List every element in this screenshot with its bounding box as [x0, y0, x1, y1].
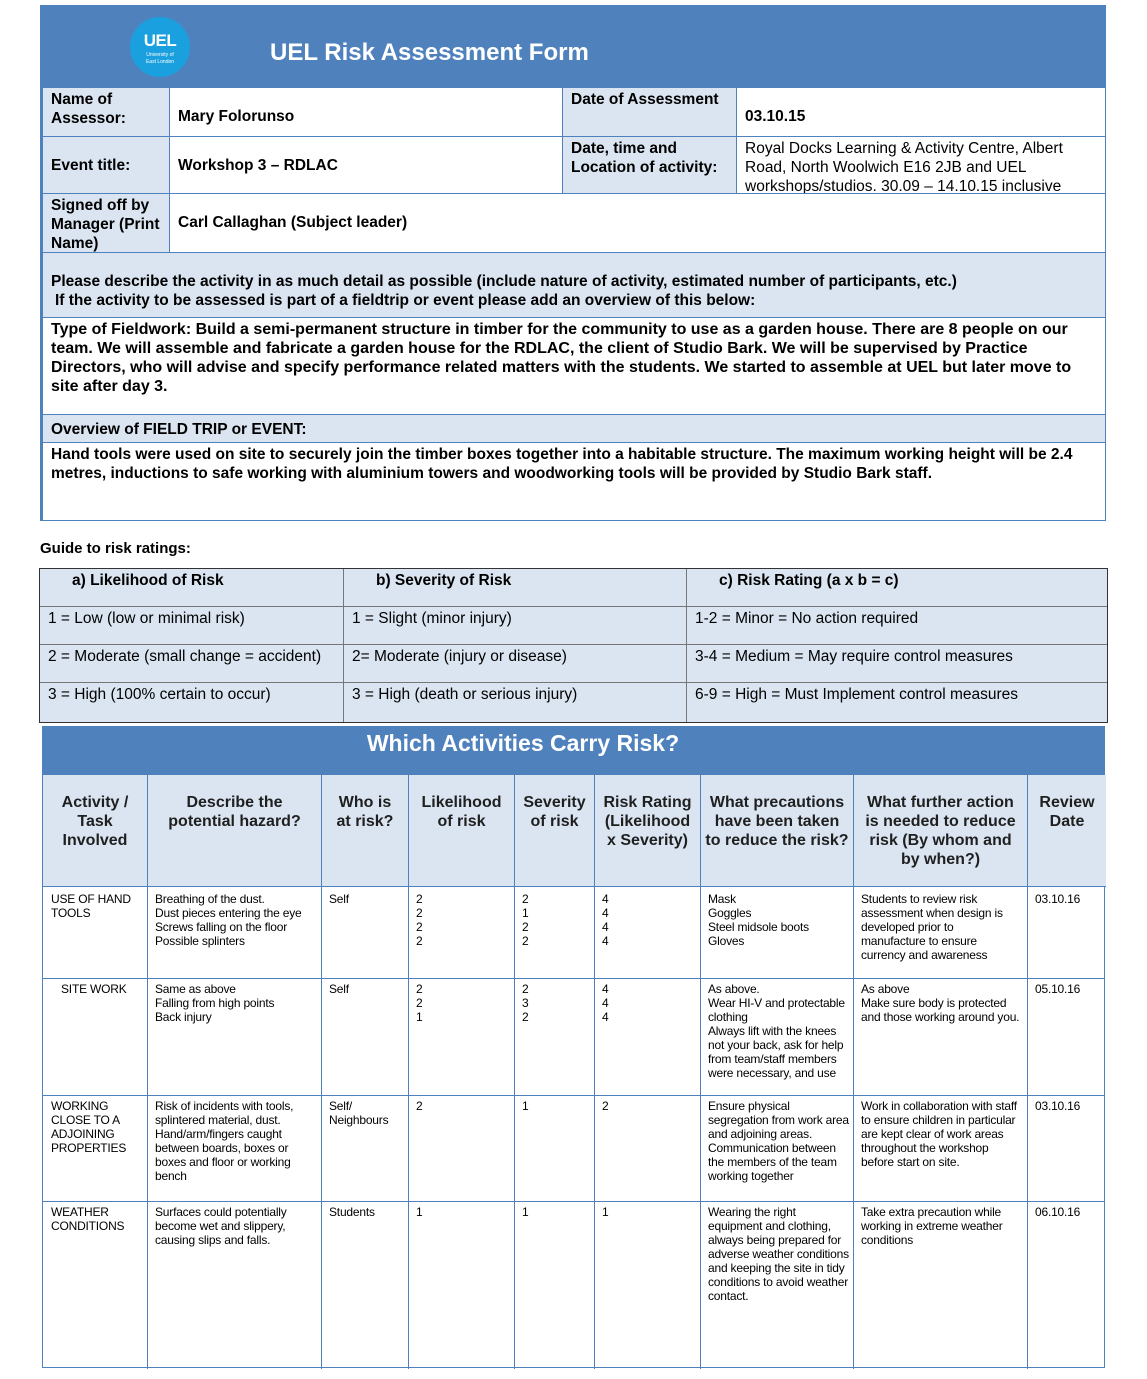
hazard-cell: Same as above Falling from high points Back injury — [155, 982, 275, 1024]
rating-cell: 2 — [602, 1099, 609, 1113]
guide-header-rating: c) Risk Rating (a x b = c) — [687, 569, 1107, 607]
activity-cell: WORKING CLOSE TO A ADJOINING PROPERTIES — [51, 1099, 127, 1155]
header-review-date: Review Date — [1028, 775, 1106, 887]
column-divider — [595, 775, 701, 1369]
date-time-location-value — [736, 136, 1106, 194]
row-divider — [43, 1095, 1104, 1096]
further-action-cell: Students to review risk assessment when design is developed prior to manufacture to ensure currency and awareness — [861, 892, 1003, 962]
activity-dates: 30.09 – 14.10.15 inclusive — [881, 178, 1062, 194]
describe-line-1: Please describe the activity in as much detail as possible (include nature of activity, estimated number of participants, etc.) — [51, 273, 957, 290]
who-cell: Self — [329, 982, 349, 996]
uel-logo — [130, 17, 190, 77]
who-cell: Self — [329, 892, 349, 906]
rating-cell: 4 4 4 4 — [602, 892, 609, 948]
overview-label: Overview of FIELD TRIP or EVENT: — [42, 414, 1106, 443]
describe-instructions — [42, 252, 1106, 318]
guide-header-likelihood: a) Likelihood of Risk — [40, 569, 344, 607]
column-divider — [322, 775, 409, 1369]
fieldwork-description: Type of Fieldwork: Build a semi-permanent structure in timber for the community to use as a garden house. There are 8 people on our team. We will assemble and fabricate a garden house for the RDLAC, the client of Studio Bark. We will be supervised by Practice Directors, who will advise and specify performance related matters with the students. We started to assemble at UEL but later move to site after day 3. — [42, 317, 1106, 415]
assessor-value: Mary Folorunso — [169, 87, 563, 137]
risk-assessment-form — [40, 5, 1106, 521]
further-action-cell: As above Make sure body is protected and those working around you. — [861, 982, 1020, 1024]
risk-table-title: Which Activities Carry Risk? — [366, 730, 680, 756]
likelihood-cell: 2 2 1 — [416, 982, 423, 1024]
severity-cell: 1 — [522, 1205, 529, 1219]
logo-text: UEL — [143, 31, 177, 50]
review-date-cell: 03.10.16 — [1035, 892, 1081, 906]
likelihood-cell: 1 — [416, 1205, 423, 1219]
activity-cell: USE OF HAND TOOLS — [51, 892, 131, 920]
date-time-location-label: Date, time and Location of activity: — [562, 136, 737, 194]
manager-label: Signed off by Manager (Print Name) — [42, 193, 170, 253]
date-label: Date of Assessment — [562, 87, 737, 137]
review-date-cell: 03.10.16 — [1035, 1099, 1081, 1113]
hazard-cell: Surfaces could potentially become wet and slippery, causing slips and falls. — [155, 1205, 287, 1247]
form-header — [42, 7, 1104, 87]
guide-cell: 2= Moderate (injury or disease) — [344, 645, 687, 683]
rating-cell: 4 4 4 — [602, 982, 609, 1024]
header-further-action: What further action is needed to reduce risk (By whom and by when?) — [854, 775, 1028, 887]
likelihood-cell: 2 2 2 2 — [416, 892, 423, 948]
guide-header-severity: b) Severity of Risk — [344, 569, 687, 607]
hazard-cell: Risk of incidents with tools, splintered material, dust. Hand/arm/fingers caught between boards, boxes or boxes and floor or working bench — [155, 1099, 294, 1183]
manager-value: Carl Callaghan (Subject leader) — [169, 193, 1106, 253]
guide-cell: 6-9 = High = Must Implement control measures — [695, 686, 1019, 703]
guide-cell: 1-2 = Minor = No action required — [687, 607, 1107, 645]
event-label: Event title: — [42, 136, 170, 194]
hazard-cell: Breathing of the dust. Dust pieces entering the eye Screws falling on the floor Possible splinters — [155, 892, 302, 948]
column-divider — [409, 775, 515, 1369]
header-rating: Risk Rating (Likelihood x Severity) — [595, 775, 701, 887]
review-date-cell: 06.10.16 — [1035, 1205, 1081, 1219]
header-precautions: What precautions have been taken to reduce the risk? — [701, 775, 854, 887]
guide-cell: 3 = High (death or serious injury) — [344, 683, 687, 722]
further-action-cell: Take extra precaution while working in extreme weather conditions — [861, 1205, 1003, 1247]
row-divider — [43, 978, 1104, 979]
header-who: Who is at risk? — [322, 775, 409, 887]
logo-sub-1: University of — [146, 52, 174, 58]
who-cell: Self/ Neighbours — [329, 1099, 389, 1127]
severity-cell: 1 — [522, 1099, 529, 1113]
guide-cell: 1 = Slight (minor injury) — [344, 607, 687, 645]
precautions-cell: As above. Wear HI-V and protectable clothing Always lift with the knees not your back, ask for help from team/staff members were necessary, and use — [708, 982, 845, 1080]
precautions-cell: Ensure physical segregation from work area and adjoining areas. Communication between the members of the team working together — [708, 1099, 849, 1183]
overview-text: Hand tools were used on site to securely join the timber boxes together into a habitable structure. The maximum working height will be 2.4 metres, inductions to safe working with aluminium towers and woodworking tools will be provided by Studio Bark staff. — [42, 442, 1106, 521]
precautions-cell: Mask Goggles Steel midsole boots Gloves — [708, 892, 809, 948]
row-divider — [43, 1201, 1104, 1202]
header-hazard: Describe the potential hazard? — [148, 775, 322, 887]
header-activity: Activity / Task Involved — [43, 775, 148, 887]
severity-cell: 2 3 2 — [522, 982, 529, 1024]
guide-cell: 3 = High (100% certain to occur) — [40, 683, 344, 722]
activity-cell: WEATHER CONDITIONS — [51, 1205, 125, 1233]
column-divider — [515, 775, 595, 1369]
logo-sub-2: East London — [145, 59, 175, 65]
form-title: UEL Risk Assessment Form — [270, 39, 589, 66]
column-divider — [148, 775, 322, 1369]
event-value: Workshop 3 – RDLAC — [169, 136, 563, 194]
further-action-cell: Work in collaboration with staff to ensure children in particular are kept clear of work areas throughout the workshop before start on site. — [861, 1099, 1017, 1169]
precautions-cell: Wearing the right equipment and clothing, always being prepared for adverse weather conditions and keeping the site in tidy conditions to avoid weather contact. — [708, 1205, 849, 1303]
column-divider — [43, 775, 148, 1369]
risk-rating-guide — [39, 568, 1108, 723]
who-cell: Students — [329, 1205, 375, 1219]
guide-cell: 1 = Low (low or minimal risk) — [40, 607, 344, 645]
guide-cell: 2 = Moderate (small change = accident) — [40, 645, 344, 683]
risk-activities-table — [42, 726, 1105, 1368]
header-severity: Severity of risk — [515, 775, 595, 887]
rating-cell: 1 — [602, 1205, 609, 1219]
guide-cell: 3-4 = Medium = May require control measures — [687, 645, 1107, 683]
describe-line-2: If the activity to be assessed is part of a fieldtrip or event please add an overview of this below: — [55, 292, 756, 309]
date-value: 03.10.15 — [736, 87, 1106, 137]
activity-cell: SITE WORK — [61, 982, 127, 996]
likelihood-cell: 2 — [416, 1099, 423, 1113]
header-likelihood: Likelihood of risk — [409, 775, 515, 887]
location-text: Royal Docks Learning & Activity Centre, Albert Road, North Woolwich E16 2JB and UEL workshops/studios. — [745, 140, 1063, 194]
assessor-label: Name of Assessor: — [42, 87, 170, 137]
guide-heading: Guide to risk ratings: — [40, 540, 191, 557]
severity-cell: 2 1 2 2 — [522, 892, 529, 948]
review-date-cell: 05.10.16 — [1035, 982, 1081, 996]
column-divider — [854, 775, 1028, 1369]
risk-title-band — [43, 727, 1104, 775]
